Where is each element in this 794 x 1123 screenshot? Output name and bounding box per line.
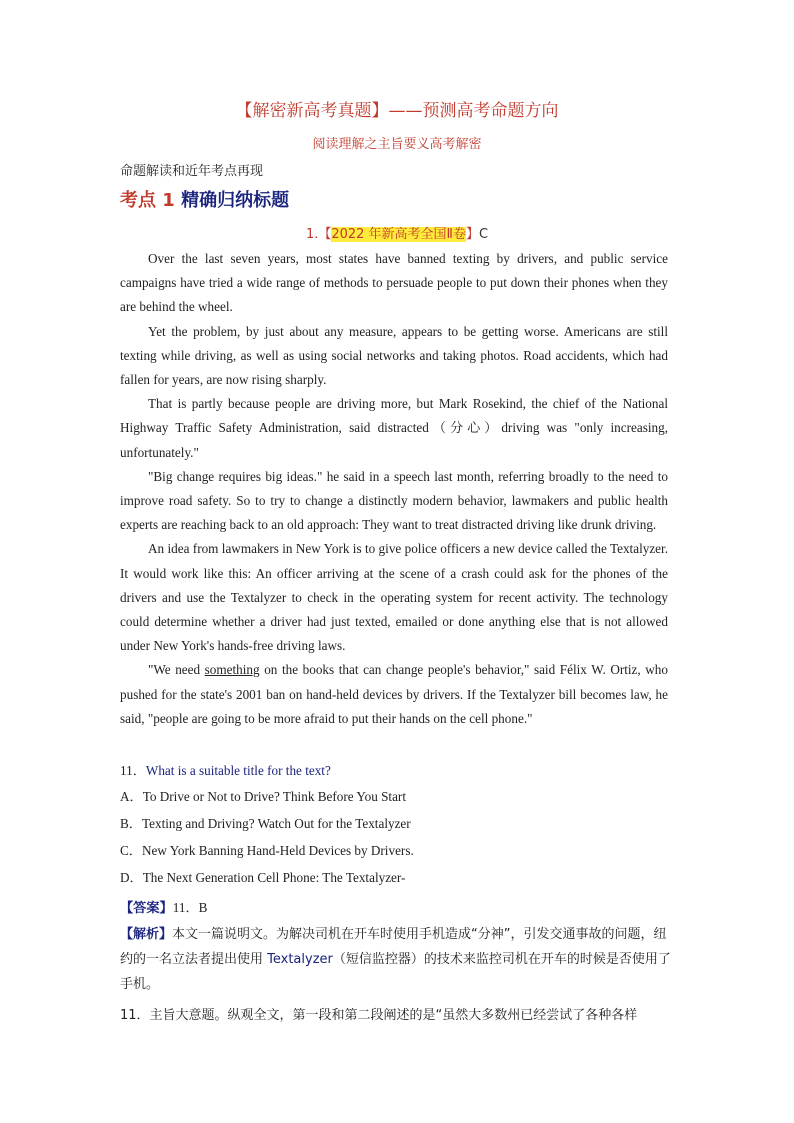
- option-a: A．To Drive or Not to Drive? Think Before You Start: [120, 789, 406, 804]
- passage-paragraph: "Big change requires big ideas." he said in a speech last month, referring broadly to the need to improve road safety. So to try to change a distinctly modern behavior, lawmakers and public health experts are reaching back to an old approach: They want to treat distracted driving like drunk driving.: [120, 468, 668, 533]
- source-highlight: 2022 年新高考全国Ⅱ卷: [331, 227, 466, 242]
- answer-options: [120, 786, 414, 894]
- source-letter: C: [478, 227, 489, 242]
- passage-paragraph: That is partly because people are driving more, but Mark Rosekind, the chief of the National Highway Traffic Safety Administration, said distracted（分心）driving was "only increasing, unfortunately.": [120, 396, 668, 460]
- analysis-text: （短信监控器）的技术来监控司机在开车的时候是否使用了手机。: [120, 952, 671, 992]
- option-d: D．The Next Generation Cell Phone: The Textalyzer-: [120, 870, 406, 885]
- reading-passage: [120, 247, 668, 731]
- answer-line: [120, 897, 207, 916]
- analysis-text: 本文一篇说明文。为解决司机在开车时使用手机造成“分神”，引发交通事故的问题，纽约的一名立法者提出使用: [120, 927, 667, 967]
- answer-tag: 【答案】: [120, 901, 173, 916]
- passage-text: "We need: [148, 662, 205, 678]
- passage-paragraph: Over the last seven years, most states have banned texting by drivers, and public service campaigns have tried a wide range of methods to persuade people to put down their phones when they are behind the wheel.: [120, 251, 668, 315]
- source-suffix: 】: [465, 227, 479, 242]
- section-label: 考点 1: [120, 190, 175, 211]
- document-title: 【解密新高考真题】——预测高考命题方向: [235, 101, 559, 121]
- section-text: 精确归纳标题: [181, 190, 290, 211]
- question-text: What is a suitable title for the text?: [145, 763, 331, 778]
- analysis-block: [120, 922, 676, 997]
- answer-value: 11．B: [172, 900, 208, 915]
- passage-text: on the books that can change people's behavior," said Félix W. Ortiz, who pushed for the state's 2001 ban on hand-held devices by drivers. If the Textalyzer bill becomes law, he said, "people are going to be more afraid to put their hands on the cell phone.": [120, 662, 668, 726]
- section-intro: 命题解读和近年考点再现: [120, 164, 264, 179]
- section-heading: [120, 186, 289, 212]
- document-subtitle: 阅读理解之主旨要义高考解密: [312, 137, 482, 152]
- passage-paragraph: Yet the problem, by just about any measure, appears to be getting worse. Americans are still texting while driving, as well as using social networks and taking photos. Road accidents, which had fallen for years, are now rising sharply.: [120, 323, 668, 388]
- question-number: 11．: [120, 763, 146, 778]
- passage-paragraph: An idea from lawmakers in New York is to give police officers a new device called the Textalyzer. It would work like this: An officer arriving at the scene of a crash could ask for the phones of the drivers and use the Textalyzer to check in the operating system for recent activity. The technology could determine whether a driver had just texted, emailed or done anything else that is not allowed under New York's hands-free driving laws.: [120, 541, 668, 654]
- passage-paragraph: [120, 658, 668, 731]
- source-prefix: 1.【: [305, 227, 332, 242]
- option-c: C．New York Banning Hand-Held Devices by Drivers.: [120, 843, 414, 858]
- analysis-english-term: Textalyzer: [267, 952, 333, 967]
- analysis-tag: 【解析】: [120, 927, 173, 942]
- underlined-word: something: [204, 662, 260, 678]
- option-b: B．Texting and Driving? Watch Out for the Textalyzer: [120, 816, 411, 831]
- question-source: [0, 223, 794, 242]
- question-stem: [120, 760, 331, 779]
- analysis-paragraph: [120, 922, 676, 997]
- analysis-continuation: 11．主旨大意题。纵观全文，第一段和第二段阐述的是“虽然大多数州已经尝试了各种各样: [120, 1008, 638, 1023]
